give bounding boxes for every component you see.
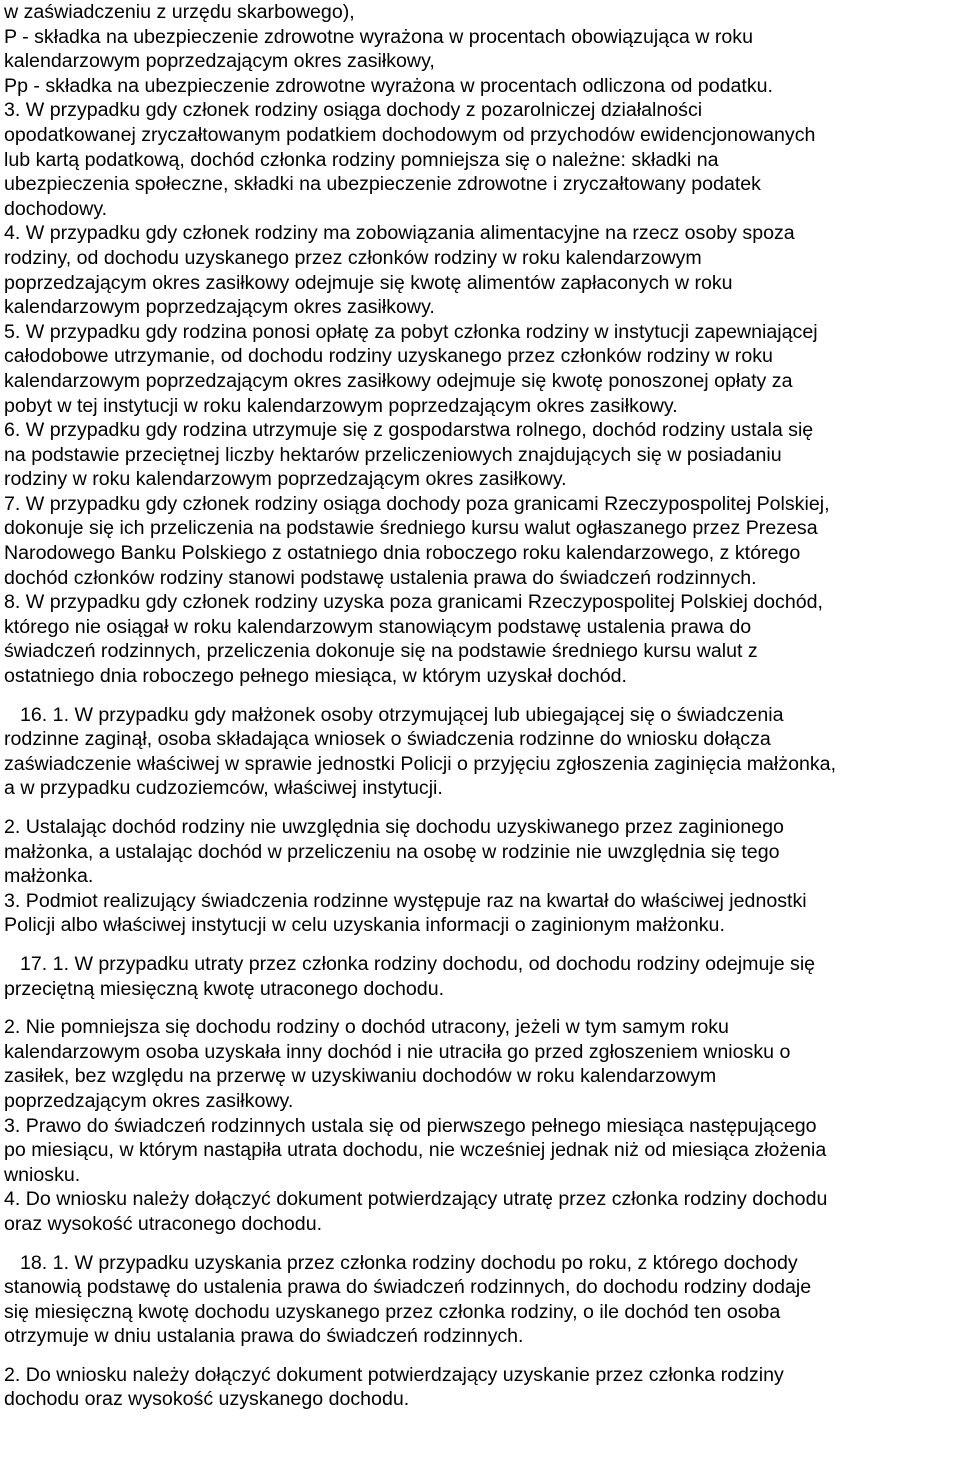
text-line: 2. Ustalając dochód rodziny nie uwzględnia się dochodu uzyskiwanego przez zaginionego <box>4 816 784 838</box>
text-line: 16. 1. W przypadku gdy małżonek osoby otrzymującej lub ubiegającej się o świadczenia <box>20 703 784 726</box>
paragraph-gap <box>4 689 960 703</box>
text-line: ubezpieczenia społeczne, składki na ubezpieczenie zdrowotne i zryczałtowany podatek <box>4 173 761 196</box>
text-line: 2. Nie pomniejsza się dochodu rodziny o dochód utracony, jeżeli w tym samym roku <box>4 1016 729 1039</box>
text-line: kalendarzowym osoba uzyskała inny dochód i nie utraciła go przed zgłoszeniem wniosku o <box>4 1040 791 1063</box>
text-line: stanowią podstawę do ustalenia prawa do świadczeń rodzinnych, do dochodu rodziny dodaje <box>4 1276 812 1299</box>
paragraph-gap <box>4 1001 960 1015</box>
text-line: dochodowy. <box>4 197 108 220</box>
paragraph-gap <box>4 1349 960 1363</box>
text-line: poprzedzającym okres zasiłkowy odejmuje się kwotę alimentów zapłaconych w roku <box>4 271 733 294</box>
text-line: rodziny, od dochodu uzyskanego przez członków rodziny w roku kalendarzowym <box>4 246 702 269</box>
text-line: małżonka, a ustalając dochód w przeliczeniu na osobę w rodzinie nie uwzględnia się tego <box>4 840 780 863</box>
text-line: P - składka na ubezpieczenie zdrowotne wyrażona w procentach obowiązująca w roku <box>4 25 753 48</box>
text-line: w zaświadczeniu z urzędu skarbowego), <box>4 1 355 23</box>
article-18-point-1-cont <box>4 1275 960 1349</box>
text-line: dokonuje się ich przeliczenia na podstawie średniego kursu walut ogłaszanego przez Prezesa <box>4 517 818 540</box>
text-line: 18. 1. W przypadku uzyskania przez członka rodziny dochodu po roku, z którego dochody <box>20 1251 798 1274</box>
text-line: 3. Prawo do świadczeń rodzinnych ustala się od pierwszego pełnego miesiąca następującego <box>4 1114 817 1137</box>
text-line: 5. W przypadku gdy rodzina ponosi opłatę za pobyt członka rodziny w instytucji zapewniającej <box>4 320 818 343</box>
text-line: kalendarzowym poprzedzającym okres zasiłkowy, <box>4 50 435 73</box>
article-17-point-1 <box>4 952 960 977</box>
text-line: po miesiącu, w którym nastąpiła utrata dochodu, nie wcześniej jednak niż od miesiąca złożenia <box>4 1139 827 1162</box>
paragraph-gap <box>4 1237 960 1251</box>
text-line: dochodu oraz wysokość uzyskanego dochodu. <box>4 1388 410 1411</box>
text-line: pobyt w tej instytucji w roku kalendarzowym poprzedzającym okres zasiłkowy. <box>4 394 678 417</box>
text-line: 2. Do wniosku należy dołączyć dokument potwierdzający uzyskanie przez członka rodziny <box>4 1363 784 1386</box>
text-line: na podstawie przeciętnej liczby hektarów przeliczeniowych znajdujących się w posiadaniu <box>4 443 782 466</box>
text-line: 17. 1. W przypadku utraty przez członka rodziny dochodu, od dochodu rodziny odejmuje się <box>20 952 816 975</box>
article-18-point-2 <box>4 1363 960 1412</box>
paragraph-gap <box>4 801 960 815</box>
text-line: 8. W przypadku gdy członek rodziny uzyska poza granicami Rzeczypospolitej Polskiej dochód, <box>4 591 823 614</box>
article-16-point-1 <box>4 703 960 728</box>
text-line: lub kartą podatkową, dochód członka rodziny pomniejsza się o należne: składki na <box>4 148 719 171</box>
text-line: kalendarzowym poprzedzającym okres zasiłkowy odejmuje się kwotę ponoszonej opłaty za <box>4 369 793 392</box>
article-17-point-1-cont <box>4 977 960 1002</box>
text-line: świadczeń rodzinnych, przeliczenia dokonuje się na podstawie średniego kursu walut z <box>4 640 758 663</box>
text-line: poprzedzającym okres zasiłkowy. <box>4 1089 294 1112</box>
text-line: wniosku. <box>4 1163 81 1186</box>
article-18-point-1 <box>4 1251 960 1276</box>
text-line: rodziny w roku kalendarzowym poprzedzającym okres zasiłkowy. <box>4 468 567 491</box>
text-line: rodzinne zaginął, osoba składająca wniosek o świadczenia rodzinne do wniosku dołącza <box>4 728 771 751</box>
text-line: Narodowego Banku Polskiego z ostatniego dnia roboczego roku kalendarzowego, z którego <box>4 542 801 565</box>
text-line: całodobowe utrzymanie, od dochodu rodziny uzyskanego przez członków rodziny w roku <box>4 345 773 368</box>
text-line: dochód członków rodziny stanowi podstawę ustalenia prawa do świadczeń rodzinnych. <box>4 566 757 589</box>
text-line: przeciętną miesięczną kwotę utraconego dochodu. <box>4 977 445 1000</box>
text-line: 3. W przypadku gdy członek rodziny osiąga dochody z pozarolniczej działalności <box>4 99 703 122</box>
text-line: otrzymuje w dniu ustalania prawa do świadczeń rodzinnych. <box>4 1325 524 1348</box>
text-line: a w przypadku cudzoziemców, właściwej instytucji. <box>4 777 443 800</box>
text-line: 7. W przypadku gdy członek rodziny osiąga dochody poza granicami Rzeczypospolitej Polskiej, <box>4 492 830 515</box>
article-17-points-2-4 <box>4 1015 960 1236</box>
article-16-points-2-3 <box>4 815 960 938</box>
text-line: 4. Do wniosku należy dołączyć dokument potwierdzający utratę przez członka rodziny dochodu <box>4 1188 828 1211</box>
text-line: kalendarzowym poprzedzającym okres zasiłkowy. <box>4 296 435 319</box>
text-line: się miesięczną kwotę dochodu uzyskanego przez członka rodziny, o ile dochód ten osoba <box>4 1300 781 1323</box>
text-line: 3. Podmiot realizujący świadczenia rodzinne występuje raz na kwartał do właściwej jednostki <box>4 889 807 912</box>
text-line: 4. W przypadku gdy członek rodziny ma zobowiązania alimentacyjne na rzecz osoby spoza <box>4 222 795 245</box>
text-line: oraz wysokość utraconego dochodu. <box>4 1212 323 1235</box>
text-line: opodatkowanej zryczałtowanym podatkiem dochodowym od przychodów ewidencjonowanych <box>4 123 816 146</box>
text-line: małżonka. <box>4 865 94 888</box>
article-16-point-1-cont <box>4 727 960 801</box>
paragraph-gap <box>4 938 960 952</box>
text-line: zasiłek, bez względu na przerwę w uzyskiwaniu dochodów w roku kalendarzowym <box>4 1065 717 1088</box>
text-line: Policji albo właściwej instytucji w celu uzyskania informacji o zaginionym małżonku. <box>4 914 725 937</box>
text-line: Pp - składka na ubezpieczenie zdrowotne wyrażona w procentach odliczona od podatku. <box>4 74 773 97</box>
text-line: 6. W przypadku gdy rodzina utrzymuje się z gospodarstwa rolnego, dochód rodziny ustala się <box>4 419 814 442</box>
text-line: zaświadczenie właściwej w sprawie jednostki Policji o przyjęciu zgłoszenia zaginięcia małżonka, <box>4 752 837 775</box>
paragraphs-block-1 <box>4 0 960 689</box>
text-line: którego nie osiągał w roku kalendarzowym stanowiącym podstawę ustalenia prawa do <box>4 615 752 638</box>
text-line: ostatniego dnia roboczego pełnego miesiąca, w którym uzyskał dochód. <box>4 665 628 688</box>
